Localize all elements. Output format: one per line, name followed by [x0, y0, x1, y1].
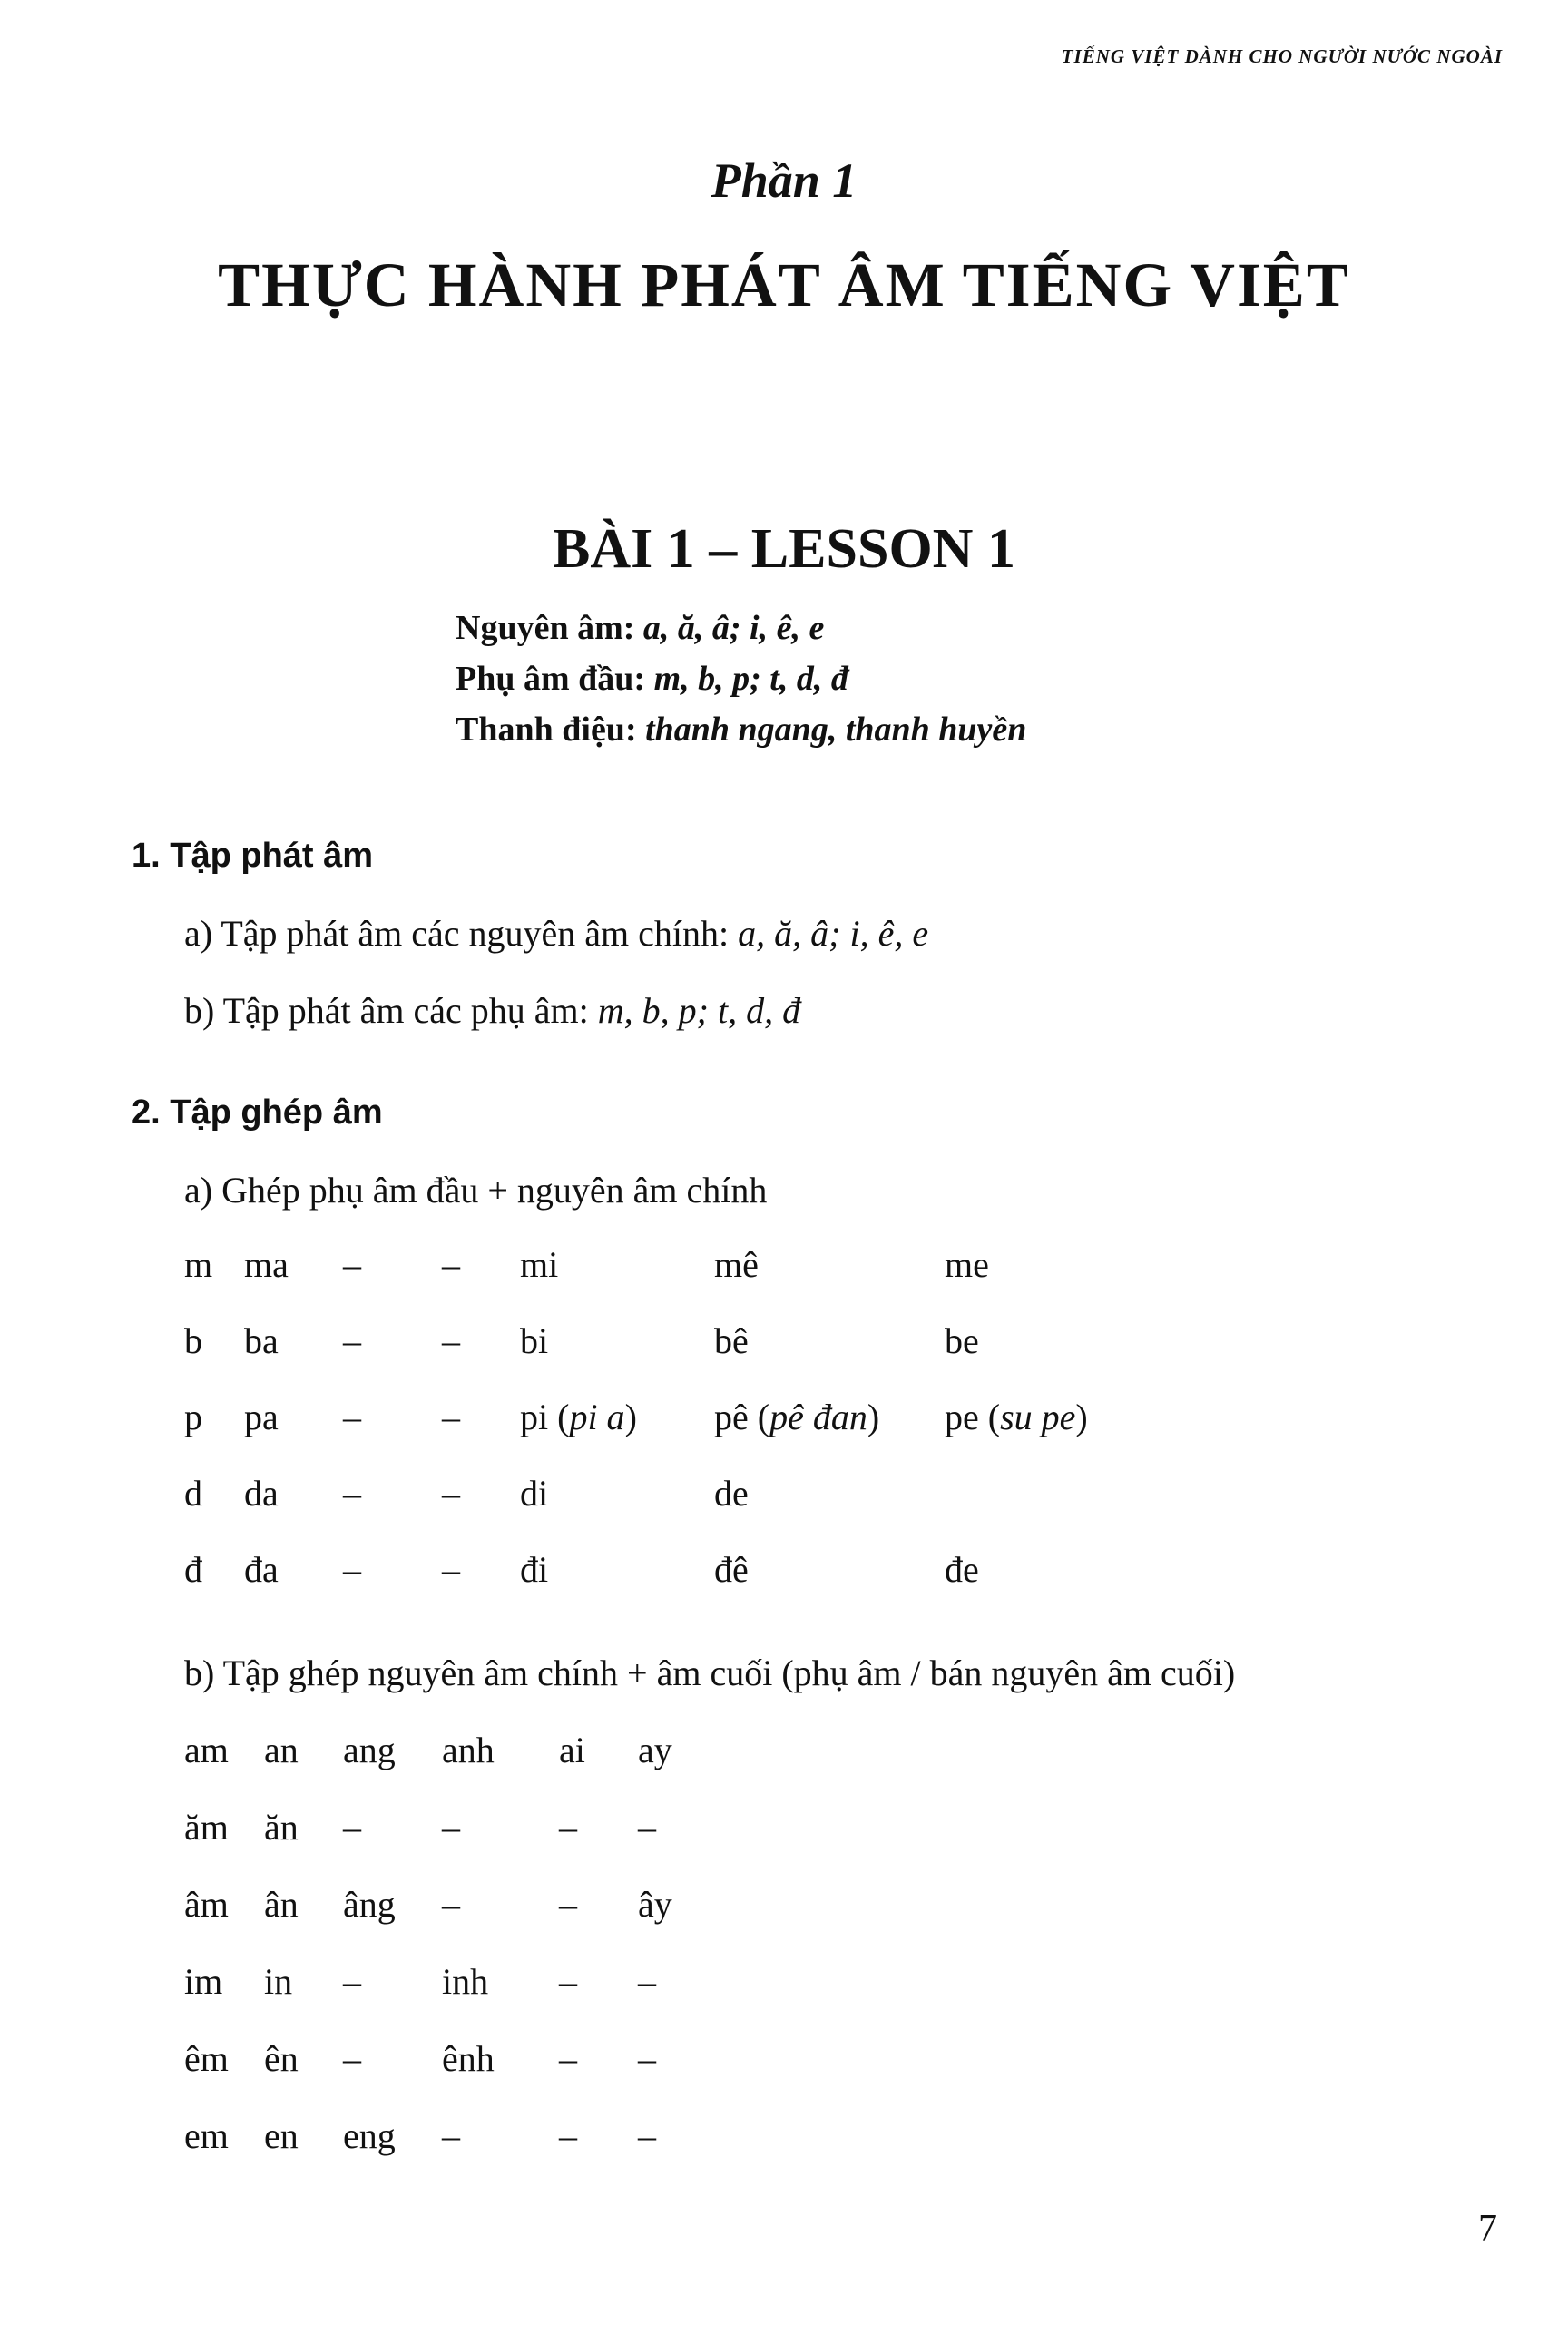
table-cell: ênh	[442, 2038, 495, 2079]
word: pe (	[945, 1397, 1001, 1437]
meta-consonants	[456, 653, 1026, 704]
table-cell	[714, 1396, 879, 1438]
table-cell: ân	[264, 1884, 299, 1925]
table-cell: eng	[343, 2115, 396, 2156]
table-cell: –	[442, 1549, 460, 1590]
part-label: Phần 1	[710, 153, 858, 208]
section-heading-combining: 2. Tập ghép âm	[132, 1093, 383, 1132]
table-cell: –	[343, 1549, 361, 1590]
table-cell: di	[520, 1473, 549, 1514]
table-cell: ên	[264, 2038, 299, 2079]
table-cell: inh	[442, 1961, 489, 2002]
table-cell: ay	[638, 1730, 672, 1770]
table-cell: en	[264, 2115, 299, 2156]
table-cell: âng	[343, 1884, 396, 1925]
table-cell: –	[343, 1961, 361, 2002]
table-cell: ăm	[184, 1807, 229, 1848]
table-cell: –	[559, 1884, 577, 1925]
meta-value: thanh ngang, thanh huyền	[645, 711, 1027, 749]
exercise-example: m, b, p; t, d, đ	[597, 990, 801, 1031]
exercise-text: b) Tập phát âm các phụ âm:	[184, 990, 598, 1031]
table-cell: đi	[520, 1549, 549, 1590]
table-cell: me	[945, 1244, 989, 1285]
example-word: pi a	[569, 1397, 625, 1437]
word: )	[624, 1397, 637, 1437]
table-cell: đe	[945, 1549, 979, 1590]
table-cell: –	[343, 1320, 361, 1361]
table-cell: –	[343, 1473, 361, 1514]
table-cell: –	[559, 2115, 577, 2156]
table-cell: –	[442, 2115, 460, 2156]
exercise-item-b: b) Tập ghép nguyên âm chính + âm cuối (phụ âm / bán nguyên âm cuối)	[184, 1652, 1236, 1693]
table-cell: ăn	[264, 1807, 299, 1848]
table-cell: –	[442, 1320, 460, 1361]
table-cell: mê	[714, 1244, 759, 1285]
word: )	[867, 1397, 880, 1437]
table-cell: ma	[244, 1244, 289, 1285]
table-cell: đê	[714, 1549, 749, 1590]
table-cell: êm	[184, 2038, 229, 2079]
table-cell: –	[442, 1397, 460, 1437]
table-cell: –	[343, 1244, 361, 1285]
table-cell: pa	[244, 1397, 279, 1437]
exercise-item-b	[184, 989, 800, 1032]
table-cell: an	[264, 1730, 299, 1770]
table-cell: –	[638, 1961, 656, 2002]
table-cell: de	[714, 1473, 749, 1514]
table-cell: am	[184, 1730, 229, 1770]
meta-label: Thanh điệu:	[456, 711, 637, 749]
table-cell: đa	[244, 1549, 279, 1590]
table-cell: mi	[520, 1244, 559, 1285]
table-cell: ang	[343, 1730, 396, 1770]
table-cell: ba	[244, 1320, 279, 1361]
table-cell: đ	[184, 1549, 202, 1590]
exercise-item-a: a) Ghép phụ âm đầu + nguyên âm chính	[184, 1170, 768, 1211]
lesson-meta	[456, 603, 1026, 755]
table-cell: –	[638, 1807, 656, 1848]
exercise-text: a) Tập phát âm các nguyên âm chính:	[184, 913, 739, 954]
part-title: THỰC HÀNH PHÁT ÂM TIẾNG VIỆT	[218, 250, 1350, 319]
table-cell: em	[184, 2115, 229, 2156]
example-word: pê đan	[769, 1397, 867, 1437]
running-header: TIẾNG VIỆT DÀNH CHO NGƯỜI NƯỚC NGOÀI	[1061, 45, 1503, 67]
table-cell: –	[442, 1807, 460, 1848]
table-cell: bi	[520, 1320, 549, 1361]
table-cell: –	[638, 2038, 656, 2079]
exercise-item-a	[184, 912, 928, 955]
table-cell: b	[184, 1320, 202, 1361]
table-cell: anh	[442, 1730, 495, 1770]
table-cell: –	[442, 1473, 460, 1514]
meta-label: Nguyên âm:	[456, 609, 635, 647]
table-cell: –	[559, 2038, 577, 2079]
exercise-example: a, ă, â; i, ê, e	[738, 913, 929, 954]
table-cell: da	[244, 1473, 279, 1514]
table-cell: in	[264, 1961, 293, 2002]
word: pi (	[520, 1397, 570, 1437]
table-cell: –	[343, 1397, 361, 1437]
word: )	[1075, 1397, 1088, 1437]
table-cell: –	[442, 1884, 460, 1925]
word: pê (	[714, 1397, 770, 1437]
meta-vowels	[456, 603, 1026, 653]
meta-value: m, b, p; t, d, đ	[653, 660, 848, 698]
example-word: su pe	[1000, 1397, 1076, 1437]
table-cell: im	[184, 1961, 223, 2002]
table-cell: ai	[559, 1730, 585, 1770]
table-cell: –	[343, 1807, 361, 1848]
table-cell	[520, 1396, 637, 1438]
meta-value: a, ă, â; i, ê, e	[642, 609, 825, 647]
table-cell	[945, 1396, 1088, 1438]
table-cell: –	[559, 1807, 577, 1848]
table-cell: –	[559, 1961, 577, 2002]
meta-label: Phụ âm đầu:	[456, 660, 646, 698]
table-cell: d	[184, 1473, 202, 1514]
table-cell: bê	[714, 1320, 749, 1361]
section-heading-pronunciation: 1. Tập phát âm	[132, 837, 374, 875]
table-cell: ây	[638, 1884, 672, 1925]
table-cell: –	[343, 2038, 361, 2079]
table-cell: be	[945, 1320, 979, 1361]
meta-tones	[456, 704, 1026, 755]
table-cell: âm	[184, 1884, 229, 1925]
table-cell: –	[442, 1244, 460, 1285]
table-cell: p	[184, 1397, 202, 1437]
table-cell: –	[638, 2115, 656, 2156]
page-number: 7	[1478, 2208, 1497, 2250]
table-cell: m	[184, 1244, 213, 1285]
lesson-title: BÀI 1 – LESSON 1	[553, 518, 1015, 580]
